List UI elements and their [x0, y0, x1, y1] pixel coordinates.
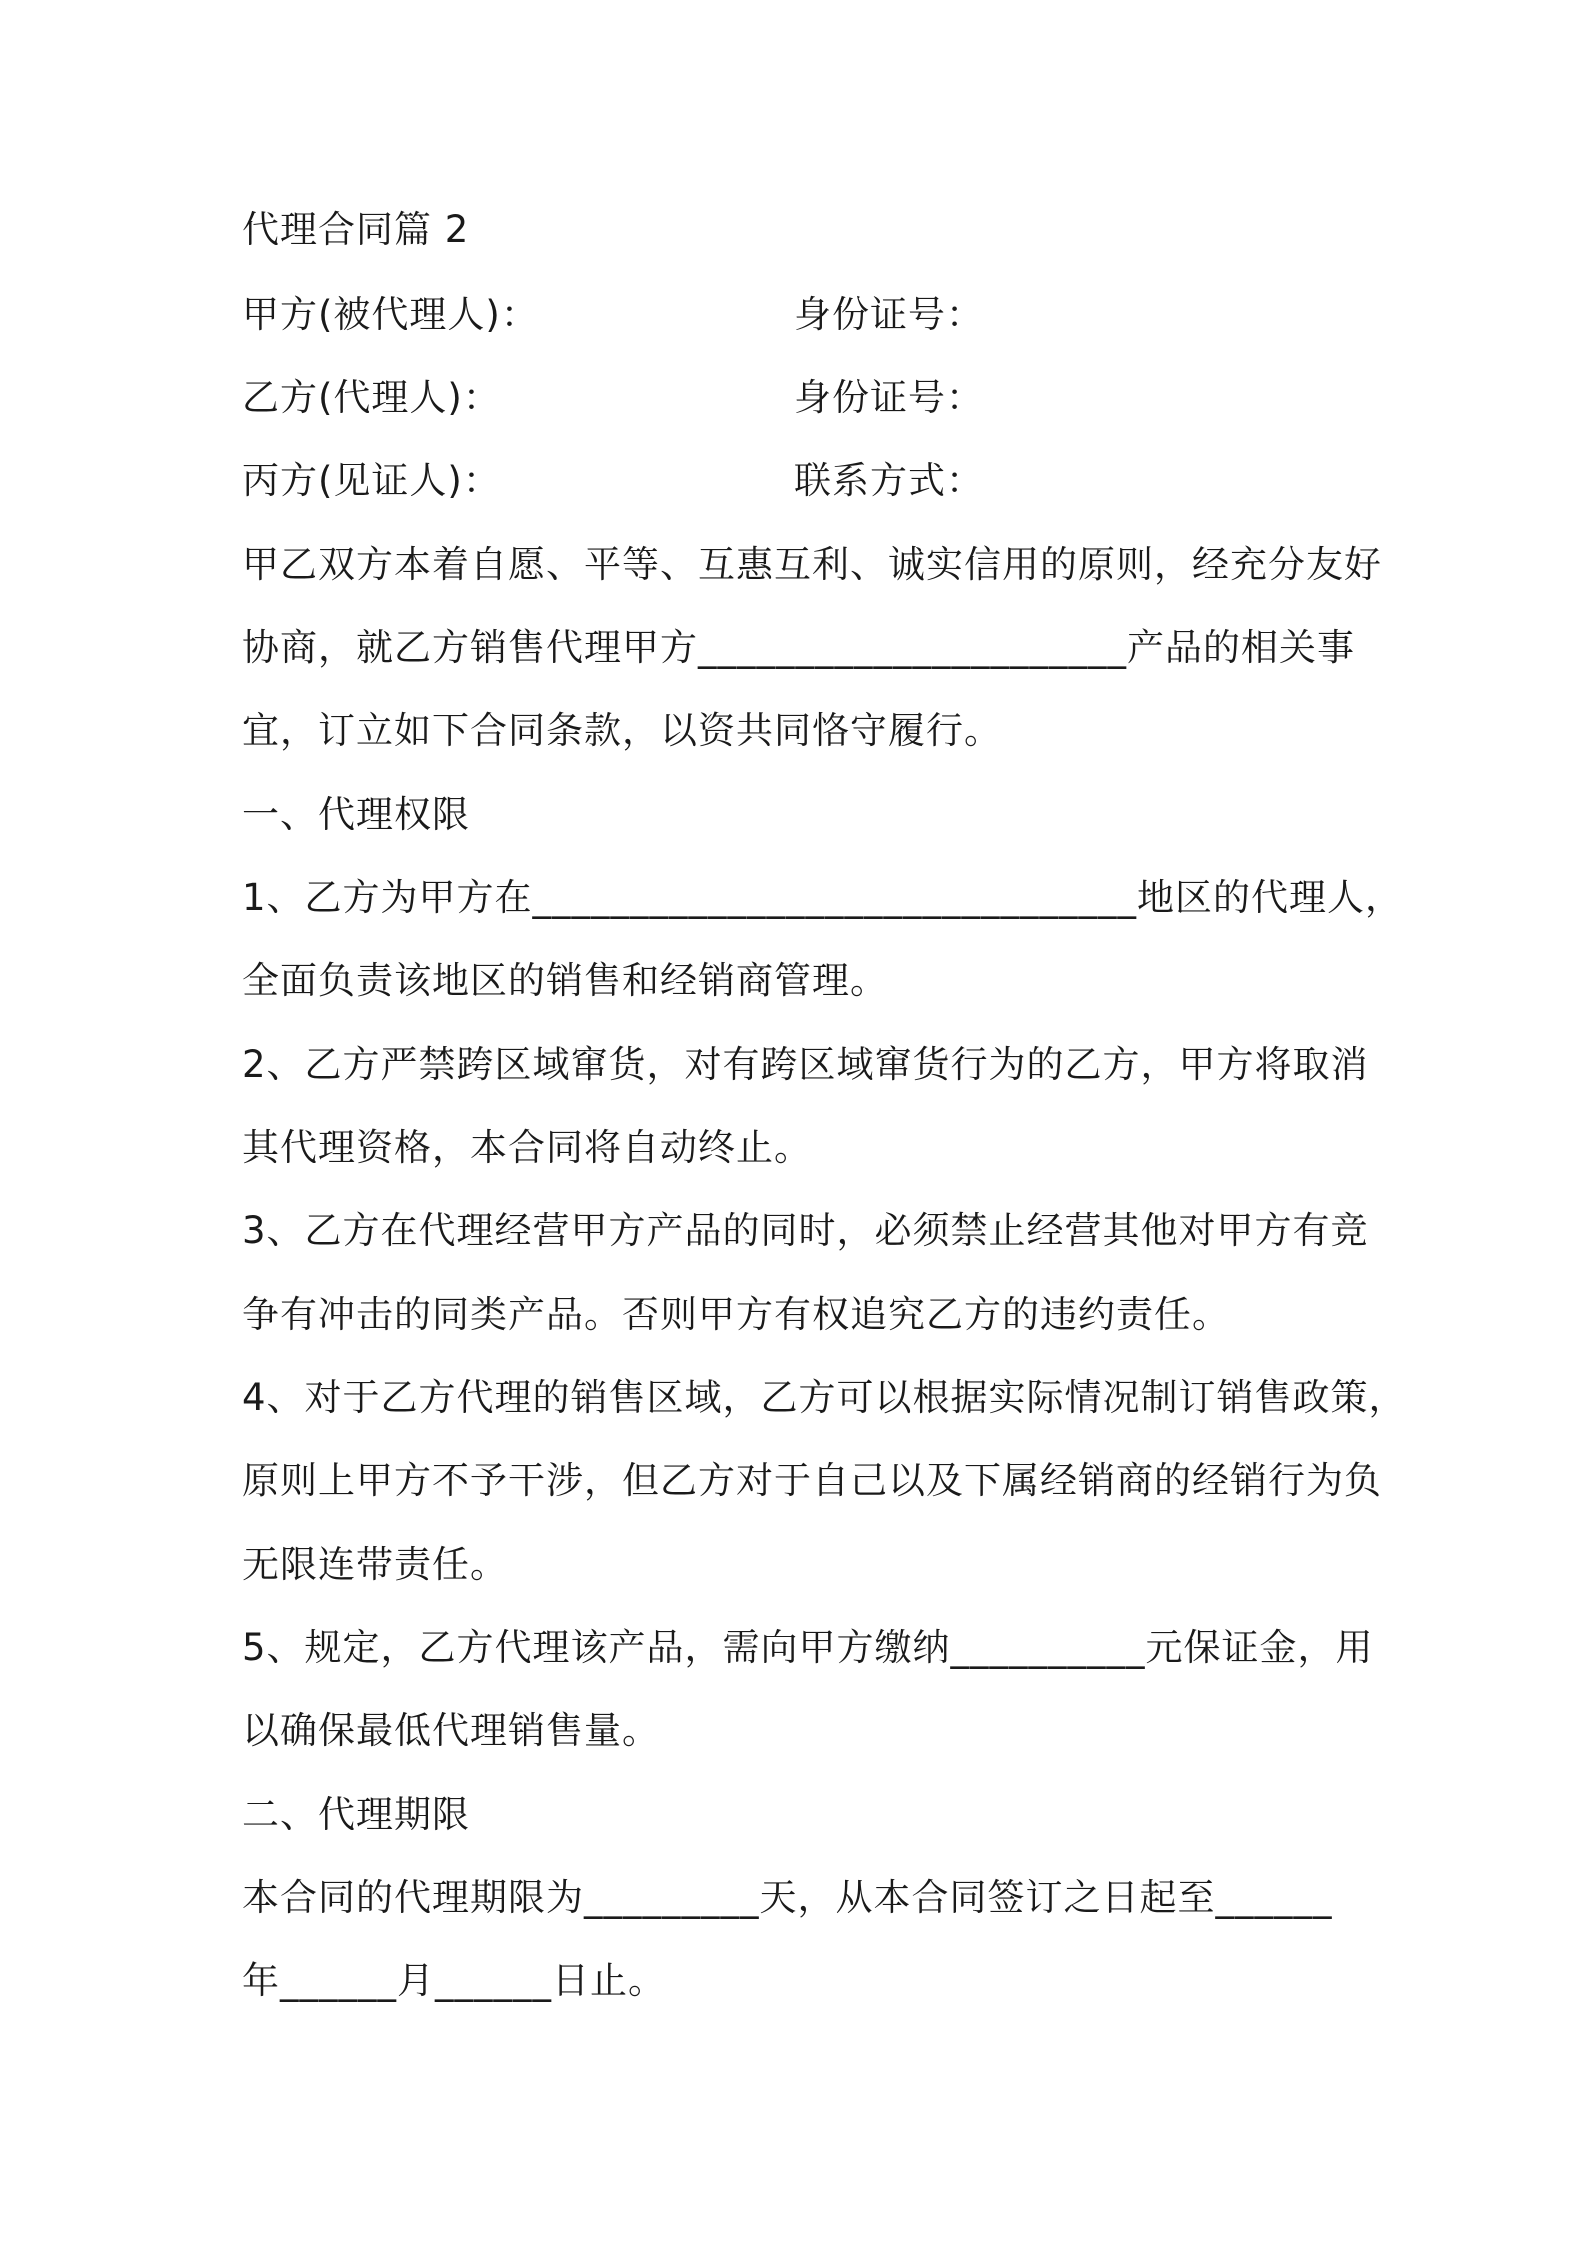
- clause-line: 4、对于乙方代理的销售区域，乙方可以根据实际情况制订销售政策，: [242, 1376, 1407, 1419]
- intro-line: 宜，订立如下合同条款，以资共同恪守履行。: [242, 709, 1002, 752]
- clause-line: 3、乙方在代理经营甲方产品的同时，必须禁止经营其他对甲方有竞: [242, 1209, 1369, 1252]
- clause-line: 5、规定，乙方代理该产品，需向甲方缴纳__________元保证金，用: [242, 1626, 1374, 1669]
- party-b-id-label: 身份证号：: [794, 376, 984, 419]
- clause-line: 本合同的代理期限为_________天，从本合同签订之日起至______: [242, 1876, 1333, 1919]
- party-a-label: 甲方(被代理人)：: [242, 293, 539, 336]
- section-heading: 二、代理期限: [242, 1793, 470, 1836]
- section-heading: 一、代理权限: [242, 793, 470, 836]
- clause-line: 1、乙方为甲方在_______________________________地区的代理人，: [242, 876, 1404, 919]
- party-a-id-label: 身份证号：: [794, 293, 984, 336]
- clause-line: 原则上甲方不予干涉，但乙方对于自己以及下属经销商的经销行为负: [242, 1459, 1382, 1502]
- intro-line: 甲乙双方本着自愿、平等、互惠互利、诚实信用的原则，经充分友好: [242, 543, 1382, 586]
- clause-line: 2、乙方严禁跨区域窜货，对有跨区域窜货行为的乙方，甲方将取消: [242, 1043, 1369, 1086]
- party-c-contact-label: 联系方式：: [794, 459, 984, 502]
- intro-line: 协商，就乙方销售代理甲方______________________产品的相关事: [242, 626, 1355, 669]
- clause-line: 争有冲击的同类产品。否则甲方有权追究乙方的违约责任。: [242, 1293, 1230, 1336]
- clause-line: 无限连带责任。: [242, 1543, 508, 1586]
- document-title: 代理合同篇 2: [242, 208, 470, 251]
- clause-line: 全面负责该地区的销售和经销商管理。: [242, 959, 888, 1002]
- clause-line: 年______月______日止。: [242, 1959, 666, 2002]
- party-b-label: 乙方(代理人)：: [242, 376, 501, 419]
- clause-line: 以确保最低代理销售量。: [242, 1709, 660, 1752]
- party-c-label: 丙方(见证人)：: [242, 459, 501, 502]
- clause-line: 其代理资格，本合同将自动终止。: [242, 1126, 812, 1169]
